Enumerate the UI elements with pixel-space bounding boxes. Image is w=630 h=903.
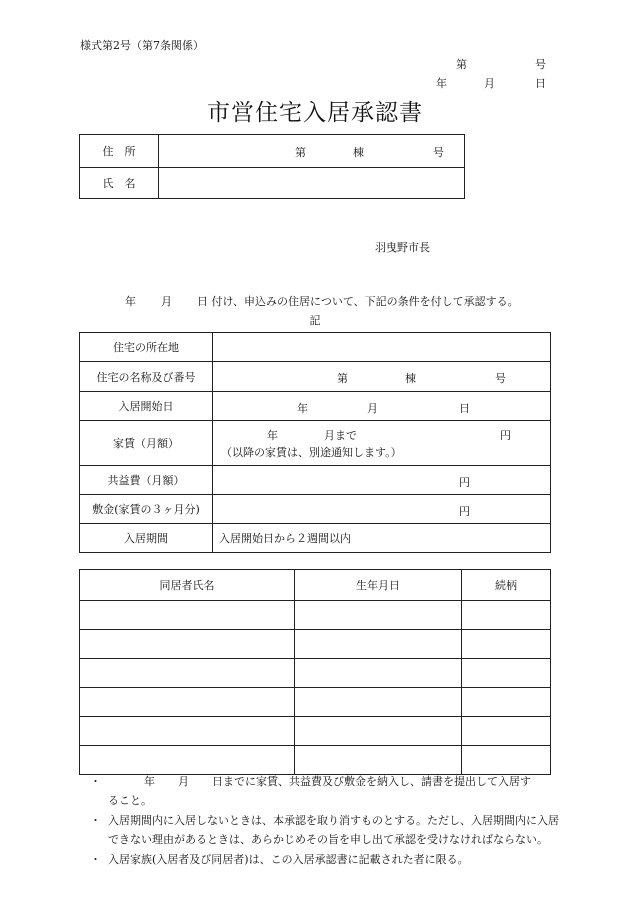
table-row	[80, 717, 551, 746]
address-dai: 第	[295, 146, 306, 159]
header-birthdate: 生年月日	[295, 570, 462, 601]
relationship-cell[interactable]	[462, 630, 551, 659]
cohabitant-name-cell[interactable]	[80, 688, 295, 717]
start-year: 年	[297, 402, 308, 415]
relationship-cell[interactable]	[462, 746, 551, 775]
common-fee-label: 共益費（月額）	[80, 466, 213, 495]
nn-dai: 第	[337, 372, 348, 385]
relationship-cell[interactable]	[462, 688, 551, 717]
location-label: 住宅の所在地	[80, 333, 213, 362]
location-field[interactable]	[213, 333, 551, 362]
name-number-field[interactable]	[213, 362, 551, 392]
relationship-cell[interactable]	[462, 717, 551, 746]
name-number-label: 住宅の名称及び番号	[80, 362, 213, 392]
note-1-year: 年	[144, 775, 155, 788]
rent-until: 月まで	[324, 429, 357, 442]
birthdate-cell[interactable]	[295, 717, 462, 746]
conditions-table	[79, 332, 551, 553]
start-date-label: 入居開始日	[80, 392, 213, 421]
name-label: 氏 名	[80, 168, 159, 199]
declaration-text: 日 付け、申込みの住居について、下記の条件を付して承認する。	[197, 295, 519, 308]
doc-number-dai: 第	[456, 58, 467, 71]
start-month: 月	[367, 402, 378, 415]
rent-year: 年	[267, 429, 278, 442]
note-2-text: 入居期間内に入居しないときは、本承認を取り消すものとする。ただし、入居期間内に入居できない理由があるときは、あらかじめその旨を申し出て承認を受けなければならない。	[108, 814, 559, 846]
page-title: 市営住宅入居承認書	[207, 100, 423, 126]
deposit-yen: 円	[459, 505, 470, 518]
birthdate-cell[interactable]	[295, 746, 462, 775]
nn-go: 号	[495, 372, 506, 385]
deposit-label: 敷金(家賃の３ヶ月分)	[80, 495, 213, 524]
table-row	[80, 688, 551, 717]
common-fee-field[interactable]	[213, 466, 551, 495]
cohabitant-name-cell[interactable]	[80, 659, 295, 688]
bullet: ・	[90, 853, 101, 866]
header-relationship: 続柄	[462, 570, 551, 601]
ki-heading: 記	[309, 314, 321, 327]
birthdate-cell[interactable]	[295, 601, 462, 630]
birthdate-cell[interactable]	[295, 630, 462, 659]
birthdate-cell[interactable]	[295, 688, 462, 717]
period-label: 入居期間	[80, 524, 213, 553]
nn-to: 棟	[405, 372, 416, 385]
note-1-text-cont: ること。	[108, 793, 152, 807]
doc-date-year: 年	[436, 77, 447, 90]
header-cohabitant-name: 同居者氏名	[80, 570, 295, 601]
note-3-text: 入居家族(入居者及び同居者)は、この入居承認書に記載された者に限る。	[108, 853, 469, 866]
cohabitant-name-cell[interactable]	[80, 746, 295, 775]
deposit-field[interactable]	[213, 495, 551, 524]
notes	[90, 773, 560, 870]
cohabitant-name-cell[interactable]	[80, 630, 295, 659]
decl-month: 月	[161, 295, 172, 308]
cohabitant-name-cell[interactable]	[80, 601, 295, 630]
bullet: ・	[90, 775, 101, 788]
table-row	[80, 659, 551, 688]
birthdate-cell[interactable]	[295, 659, 462, 688]
relationship-cell[interactable]	[462, 659, 551, 688]
common-fee-yen: 円	[459, 476, 470, 489]
table-row	[80, 746, 551, 775]
note-1	[90, 773, 560, 810]
rent-yen: 円	[500, 429, 511, 442]
decl-year: 年	[125, 295, 136, 308]
note-3	[90, 851, 560, 870]
start-day: 日	[459, 402, 470, 415]
address-label: 住 所	[80, 135, 159, 168]
relationship-cell[interactable]	[462, 601, 551, 630]
period-value: 入居開始日から２週間以内	[213, 524, 551, 553]
table-row	[80, 601, 551, 630]
form-number: 様式第2号（第7条関係）	[80, 39, 204, 52]
bullet: ・	[90, 814, 101, 827]
doc-number-go: 号	[535, 58, 546, 71]
start-date-field[interactable]	[213, 392, 551, 421]
rent-field[interactable]	[213, 421, 551, 466]
note-1-month: 月	[178, 775, 189, 788]
table-row	[80, 630, 551, 659]
cohabitants-table	[79, 569, 551, 775]
note-1-text: 日までに家賃、共益費及び敷金を納入し、請書を提出して入居す	[212, 775, 531, 788]
rent-label: 家賃（月額）	[80, 421, 213, 466]
applicant-table	[79, 134, 465, 199]
address-go: 号	[433, 146, 444, 159]
issuer: 羽曳野市長	[375, 241, 430, 254]
name-field[interactable]	[159, 168, 465, 199]
address-field[interactable]	[159, 135, 465, 168]
doc-date-month: 月	[484, 77, 495, 90]
cohabitant-name-cell[interactable]	[80, 717, 295, 746]
doc-date-day: 日	[535, 77, 546, 90]
address-to: 棟	[353, 146, 364, 159]
rent-note: （以降の家賃は、別途通知します。）	[221, 446, 402, 459]
note-2	[90, 812, 560, 849]
